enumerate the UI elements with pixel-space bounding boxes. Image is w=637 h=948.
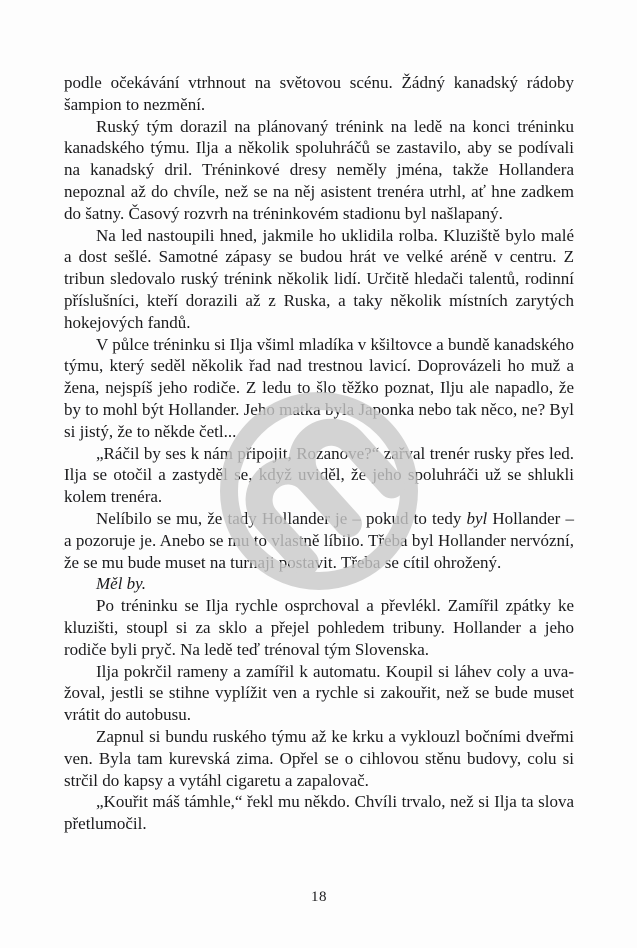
paragraph [64,595,574,660]
page-number: 18 [311,889,327,905]
paragraph [64,443,574,508]
paragraph-text: Ruský tým dorazil na plánovaný trénink na ledě na konci tréninku kanadského týmu. Ilja a několik spoluhráčů se zastavilo, aby se podívali na kanadský dril. Tréninkové dresy neměly jména, takže Hollandera nepoznal až do chvíle, než se na něj asistent trenéra utrhl, ať hne zadkem do šatny. Časový rozvrh na tréninkovém stadionu byl našlapaný. [64,116,574,223]
paragraph-text: podle očekávání vtrhnout na světovou scénu. Žádný kanadský rádoby šampion to nezmění. [64,73,574,114]
paragraph [64,116,574,225]
paragraph [64,334,574,443]
paragraph-text: Hollander – a pozoruje je. Anebo se mu to vlastně líbilo. Třeba byl Hollander nervózní, že se mu bude muset na turnaji postavit. Třeba se cítil ohrožený. [64,508,574,572]
paragraph-text: Po tréninku se Ilja rychle osprchoval a převlékl. Zamířil zpátky ke kluzišti, stoupl si za sklo a přejel pohledem tribuny. Hollander a jeho rodiče byli pryč. Na ledě teď trénoval tým Slovenska. [64,596,574,659]
page-text [64,72,574,835]
paragraph-text: V půlce tréninku si Ilja všiml mladíka v kšiltovce a bundě kanadského týmu, který seděl několik řad nad trestnou lavicí. Doprovázeli ho muž a žena, nejspíš jeho rodiče. Z ledu to šlo těžko poznat, Ilju ale napadlo, že by to mohl být Hollander. Jeho matka byla Japonka nebo tak něco, ne? Byl si jistý, že to někde četl... [64,334,574,441]
paragraph-text-italic: Měl by. [96,574,147,594]
paragraph-text: „Ráčil by ses k nám připojit, Rozanove?“ zařval trenér rusky přes led. Ilja se otočil a zastyděl se, když uviděl, že jeho spoluhráči už se shlukli kolem trenéra. [64,443,574,507]
paragraph [64,573,574,595]
paragraph [64,791,574,835]
paragraph-text: Zapnul si bundu ruského týmu až ke krku a vyklouzl bočními dveřmi ven. Byla tam kurevská zima. Opřel se o cihlovou stěnu budovy, colu si strčil do kapsy a vytáhl cigaretu a zapalovač. [64,726,574,790]
paragraph [64,72,574,116]
paragraph [64,225,574,334]
paragraph-text: „Kouřit máš támhle,“ řekl mu někdo. Chvíli trvalo, než si Ilja ta slova přetlumočil. [64,792,574,834]
paragraph [64,508,574,573]
paragraph-text: Na led nastoupili hned, jakmile ho uklidila rolba. Kluziště bylo malé a dost sešlé. Samotné zápasy se budou hrát ve velké aréně v centru. Z tribun sledovalo ruský trénink několik lidí. Určitě hledači talentů, rodinní příslušníci, kteří dorazili až z Ruska, a taky několik místních zarytých hokejových fandů. [64,225,574,332]
paragraph [64,726,574,791]
paragraph [64,661,574,726]
paragraph-text: Ilja pokrčil rameny a zamířil k automatu. Koupil si láhev coly a uvažoval, jestli se stihne vyplížit ven a rychle si zakouřit, než se bude muset vrátit do autobusu. [64,661,574,725]
paragraph-text-italic: byl [466,508,488,528]
paragraph-text: Nelíbilo se mu, že tady Hollander je – pokud to tedy [96,508,467,528]
